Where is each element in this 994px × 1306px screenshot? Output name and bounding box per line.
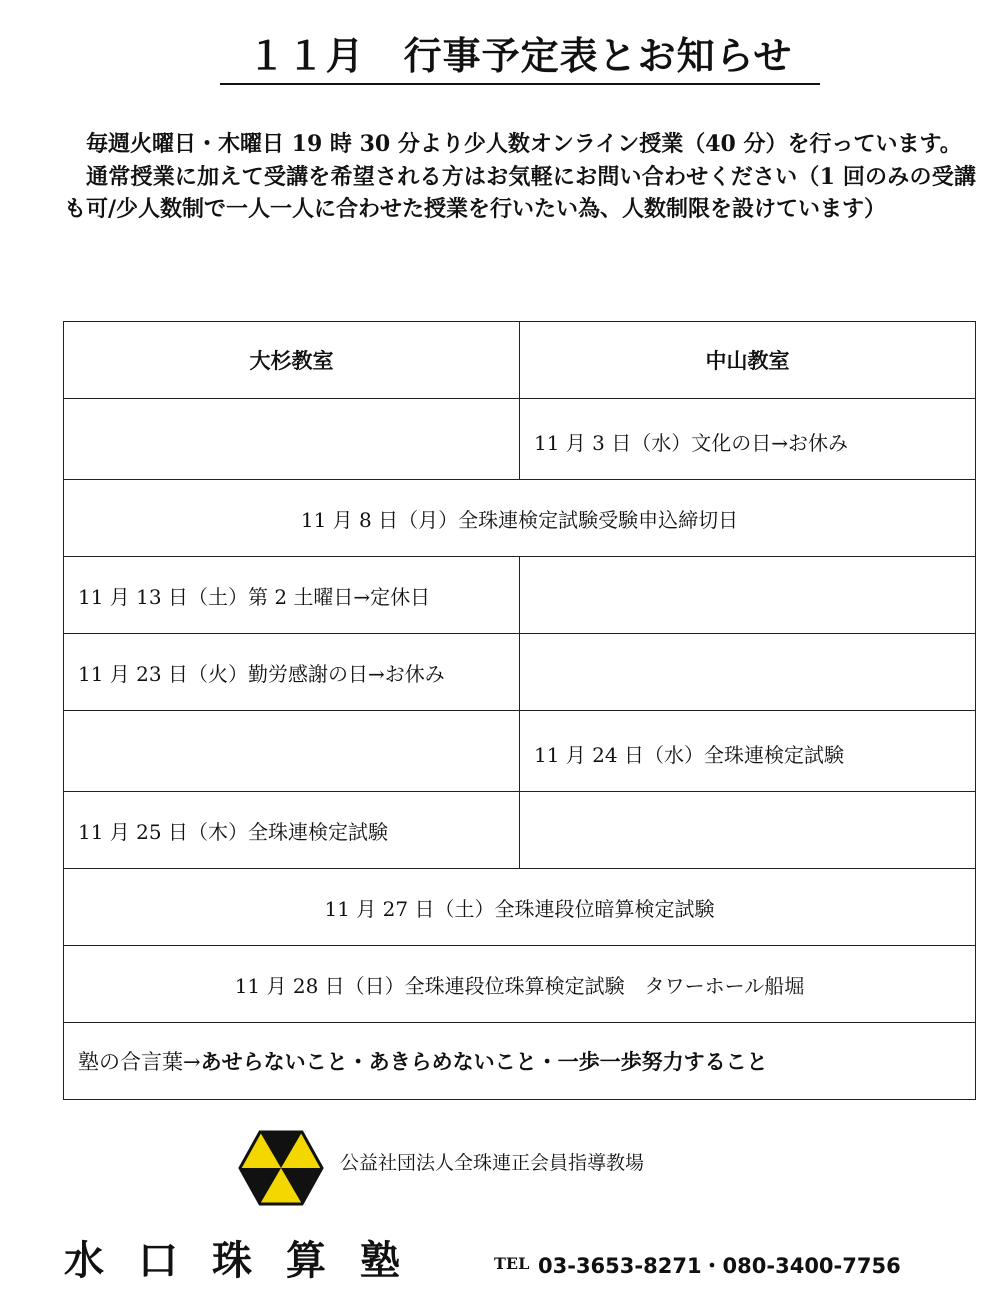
schedule-row [64,946,976,1023]
schedule-cell-nakayama [520,634,976,711]
schedule-cell-nakayama [520,792,976,869]
schedule-cell-nakayama: 11 月 24 日（水）全珠連検定試験 [520,711,976,792]
schedule-row [64,399,976,480]
motto-text: あせらないこと・あきらめないこと・一歩一歩努力すること [200,1049,768,1074]
phone-numbers: 03-3653-8271・080-3400-7756 [538,1254,901,1278]
motto-lead: 塾の合言葉→ [78,1050,201,1074]
column-header-nakayama: 中山教室 [520,322,976,399]
schedule-cell-nakayama: 11 月 3 日（水）文化の日→お休み [520,399,976,480]
schedule-cell-both: 11 月 27 日（土）全珠連段位暗算検定試験 [64,869,976,946]
schedule-row [64,557,976,634]
intro-paragraph-online-class: 毎週火曜日・木曜日 19 時 30 分より少人数オンライン授業（40 分）を行っています。 [86,131,962,157]
page-title: １１月 行事予定表とお知らせ [247,33,793,78]
motto-row [64,1023,976,1100]
schedule-cell-nakayama [520,557,976,634]
schedule-cell-osugi [64,711,520,792]
tel-label: TEL [494,1254,530,1273]
motto-cell [64,1023,976,1100]
intro-paragraph-inquiry: 通常授業に加えて受講を希望される方はお気軽にお問い合わせください（1 回のみの受講も可/少人数制で一人一人に合わせた授業を行いたい為、人数制限を設けています） [64,163,976,222]
schedule-table [63,321,976,1100]
schedule-cell-both: 11 月 28 日（日）全珠連段位珠算検定試験 タワーホール船堀 [64,946,976,1023]
school-name: 水口珠算塾 [64,1237,434,1284]
schedule-cell-osugi: 11 月 23 日（火）勤労感謝の日→お休み [64,634,520,711]
schedule-row [64,792,976,869]
schedule-row [64,634,976,711]
schedule-row [64,869,976,946]
schedule-cell-osugi: 11 月 25 日（木）全珠連検定試験 [64,792,520,869]
organization-label: 公益社団法人全珠連正会員指導教場 [340,1152,645,1174]
schedule-header-row [64,322,976,399]
schedule-row [64,480,976,557]
schedule-cell-osugi: 11 月 13 日（土）第 2 土曜日→定休日 [64,557,520,634]
hexagon-abacus-logo-icon [238,1130,324,1206]
schedule-row [64,711,976,792]
column-header-osugi: 大杉教室 [64,322,520,399]
title-underline [220,83,820,85]
intro-text [64,128,976,226]
schedule-cell-both: 11 月 8 日（月）全珠連検定試験受験申込締切日 [64,480,976,557]
schedule-cell-osugi [64,399,520,480]
